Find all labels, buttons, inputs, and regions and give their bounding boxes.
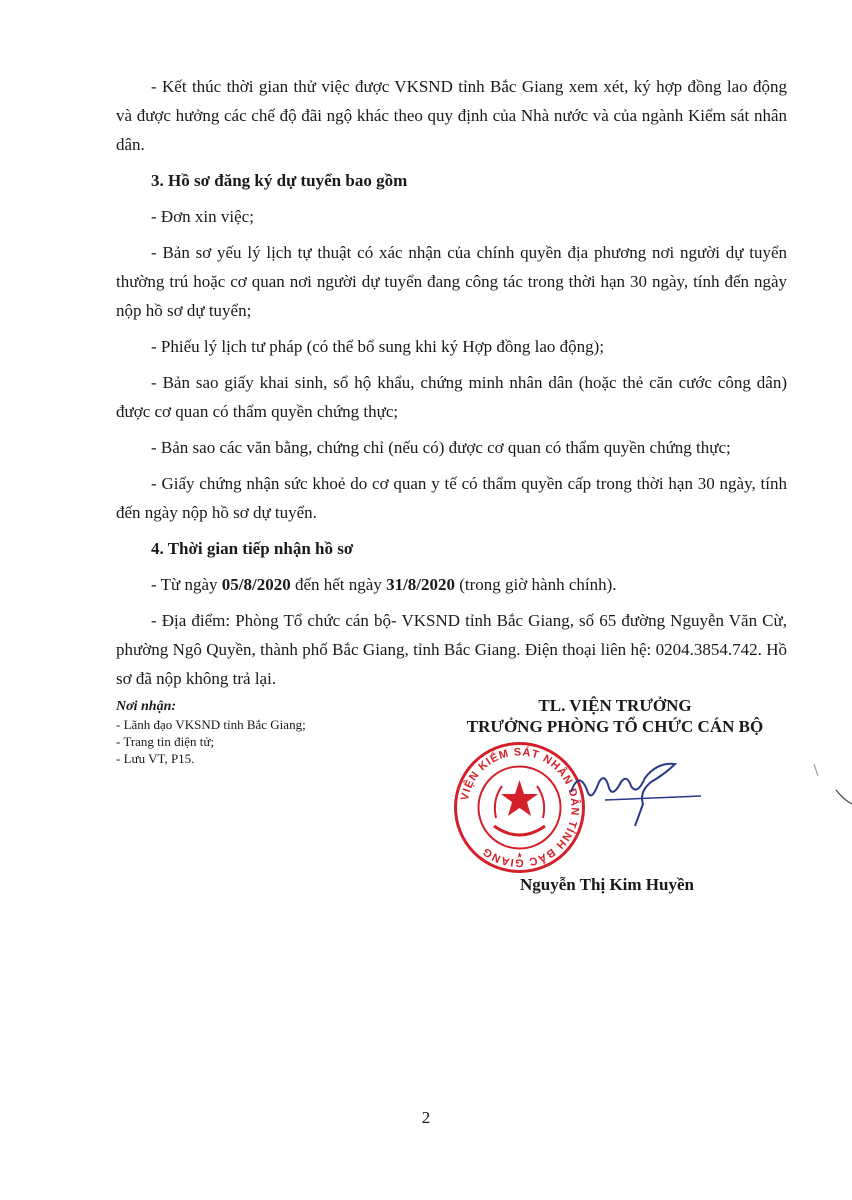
paragraph-application-letter: - Đơn xin việc;: [151, 207, 254, 226]
paragraph-probation-end: - Kết thúc thời gian thử việc được VKSND tỉnh Bắc Giang xem xét, ký hợp đồng lao động và được hưởng các chế độ đãi ngộ khác theo quy định của Nhà nước và của ngành Kiểm sát nhân dân.: [116, 77, 787, 154]
page-number: 2: [421, 1108, 431, 1127]
recipients-block: [116, 698, 416, 767]
paragraph-health-certificate: - Giấy chứng nhận sức khoẻ do cơ quan y tế có thẩm quyền cấp trong thời hạn 30 ngày, tính đến ngày nộp hồ sơ dự tuyển.: [116, 474, 787, 522]
paragraph-diplomas: - Bản sao các văn bằng, chứng chỉ (nếu có) được cơ quan có thẩm quyền chứng thực;: [151, 438, 731, 457]
date-from: 05/8/2020: [221, 575, 291, 594]
paragraph-resume: - Bản sơ yếu lý lịch tự thuật có xác nhận của chính quyền địa phương nơi người dự tuyển thường trú hoặc cơ quan nơi người dự tuyển đang công tác trong thời hạn 30 ngày, tính đến ngày nộp hồ sơ dự tuyển;: [116, 243, 787, 320]
signer-authority: TL. VIỆN TRƯỞNG: [538, 696, 692, 715]
date-mid: đến hết ngày: [290, 575, 387, 594]
heading-section-4: 4. Thời gian tiếp nhận hồ sơ: [151, 539, 354, 558]
paragraph-birth-certificate: - Bản sao giấy khai sinh, sổ hộ khẩu, chứng minh nhân dân (hoặc thẻ căn cước công dân) được cơ quan có thẩm quyền chứng thực;: [116, 373, 787, 421]
signature-icon: [565, 752, 705, 832]
signer-name: Nguyễn Thị Kim Huyền: [520, 875, 694, 894]
recipient-item: - Trang tin điện tử;: [116, 734, 215, 749]
paragraph-receiving-dates: [116, 570, 787, 599]
date-to: 31/8/2020: [386, 575, 456, 594]
recipient-item: - Lãnh đạo VKSND tỉnh Bắc Giang;: [116, 717, 306, 732]
recipients-title: Nơi nhận:: [116, 699, 177, 714]
seal-text: VIỆN KIỂM SÁT NHÂN DÂN TỈNH BẮC GIANG: [458, 746, 581, 869]
paragraph-judicial-record: - Phiếu lý lịch tư pháp (có thể bổ sung khi ký Hợp đồng lao động);: [151, 337, 605, 356]
signer-title: TRƯỞNG PHÒNG TỔ CHỨC CÁN BỘ: [466, 717, 764, 736]
paragraph-location: - Địa điểm: Phòng Tổ chức cán bộ- VKSND tỉnh Bắc Giang, số 65 đường Nguyễn Văn Cừ, phường Ngô Quyền, thành phố Bắc Giang, tỉnh Bắc Giang. Điện thoại liên hệ: 0204.3854.742. Hồ sơ đã nộp không trả lại.: [116, 611, 787, 688]
date-prefix: - Từ ngày: [151, 575, 222, 594]
heading-section-3: 3. Hồ sơ đăng ký dự tuyển bao gồm: [151, 171, 408, 190]
recipient-item: - Lưu VT, P15.: [116, 751, 195, 766]
body-text: [116, 72, 787, 700]
signature-heading: [430, 695, 800, 737]
date-suffix: (trong giờ hành chính).: [455, 575, 617, 594]
scan-mark-icon: [810, 760, 852, 820]
